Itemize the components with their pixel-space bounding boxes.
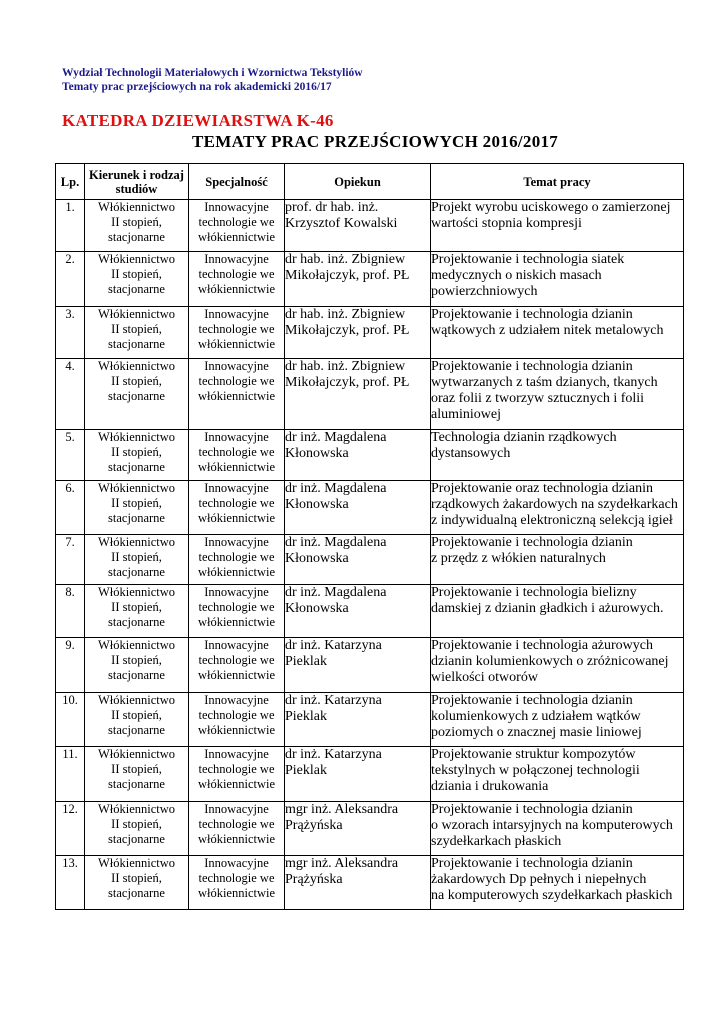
cell-kierunek — [85, 200, 189, 252]
cell-kierunek-line: Włókiennictwo — [97, 747, 176, 761]
cell-temat — [431, 585, 684, 638]
cell-specjalnosc-line: technologie we — [198, 708, 275, 722]
cell-opiekun-line: dr inż. Magdalena — [285, 481, 387, 496]
cell-specjalnosc-line: Innowacyjne — [204, 359, 269, 373]
cell-specjalnosc — [189, 747, 285, 802]
header-specjalnosc: Specjalność — [189, 164, 285, 200]
cell-opiekun — [285, 747, 431, 802]
cell-opiekun — [285, 359, 431, 430]
cell-temat — [431, 200, 684, 252]
table-row — [56, 856, 684, 910]
cell-temat-line: Projektowanie i technologia dzianin — [431, 802, 633, 817]
cell-kierunek-line: Włókiennictwo — [97, 802, 176, 816]
cell-temat-line: dziania i drukowania — [431, 779, 549, 794]
table-row — [56, 693, 684, 747]
cell-kierunek-line: Włókiennictwo — [97, 585, 176, 599]
table-row — [56, 585, 684, 638]
cell-temat-line: Projektowanie oraz technologia dzianin — [431, 481, 653, 496]
cell-opiekun-line: dr inż. Katarzyna — [285, 693, 382, 708]
cell-kierunek-line: stacjonarne — [108, 282, 165, 296]
cell-specjalnosc-line: technologie we — [198, 600, 275, 614]
cell-specjalnosc-line: włókiennictwie — [197, 460, 276, 474]
document-header — [62, 66, 363, 94]
cell-temat-line: damskiej z dzianin gładkich i ażurowych. — [431, 601, 664, 616]
cell-lp: 1. — [56, 200, 85, 252]
table-body — [56, 200, 684, 910]
cell-kierunek-line: II stopień, — [111, 708, 162, 722]
table-row — [56, 802, 684, 856]
cell-temat-line: Technologia dzianin rządkowych — [431, 430, 617, 445]
cell-opiekun-line: dr hab. inż. Zbigniew — [285, 252, 406, 267]
cell-opiekun-line: Kłonowska — [285, 551, 349, 566]
cell-specjalnosc — [189, 200, 285, 252]
cell-temat — [431, 638, 684, 693]
cell-opiekun — [285, 638, 431, 693]
cell-specjalnosc-line: włókiennictwie — [197, 565, 276, 579]
cell-specjalnosc-line: technologie we — [198, 215, 275, 229]
cell-kierunek-line: stacjonarne — [108, 460, 165, 474]
cell-kierunek-line: Włókiennictwo — [97, 430, 176, 444]
cell-opiekun-line: Pieklak — [285, 654, 327, 669]
cell-temat-line: wartości stopnia kompresji — [431, 216, 582, 231]
department-title: KATEDRA DZIEWIARSTWA K-46 — [62, 111, 334, 130]
cell-kierunek — [85, 638, 189, 693]
cell-kierunek-line: II stopień, — [111, 817, 162, 831]
cell-temat-line: Projektowanie i technologia dzianin — [431, 856, 633, 871]
cell-specjalnosc-line: technologie we — [198, 445, 275, 459]
cell-kierunek-line: Włókiennictwo — [97, 359, 176, 373]
cell-temat — [431, 430, 684, 481]
cell-temat-line: kolumienkowych z udziałem wątków — [431, 709, 641, 724]
cell-opiekun-line: Mikołajczyk, prof. PŁ — [285, 268, 410, 283]
cell-kierunek-line: Włókiennictwo — [97, 638, 176, 652]
document-title: TEMATY PRAC PRZEJŚCIOWYCH 2016/2017 — [192, 132, 559, 151]
cell-specjalnosc-line: włókiennictwie — [197, 777, 276, 791]
cell-temat-line: Projektowanie i technologia siatek — [431, 252, 625, 267]
cell-temat — [431, 252, 684, 307]
table-row — [56, 200, 684, 252]
cell-temat-line: Projektowanie i technologia ażurowych — [431, 638, 653, 653]
cell-temat-line: Projektowanie i technologia dzianin — [431, 359, 633, 374]
cell-kierunek-line: stacjonarne — [108, 565, 165, 579]
cell-specjalnosc-line: włókiennictwie — [197, 282, 276, 296]
cell-opiekun — [285, 252, 431, 307]
table-header-row — [56, 164, 684, 200]
cell-temat-line: z przędz z włókien naturalnych — [431, 551, 606, 566]
cell-specjalnosc-line: włókiennictwie — [197, 723, 276, 737]
cell-kierunek-line: II stopień, — [111, 322, 162, 336]
cell-kierunek-line: Włókiennictwo — [97, 693, 176, 707]
cell-kierunek-line: stacjonarne — [108, 832, 165, 846]
cell-temat-line: Projektowanie i technologia bielizny — [431, 585, 637, 600]
cell-lp: 2. — [56, 252, 85, 307]
cell-specjalnosc-line: Innowacyjne — [204, 252, 269, 266]
cell-specjalnosc-line: Innowacyjne — [204, 430, 269, 444]
academic-year-subtitle: Tematy prac przejściowych na rok akademicki 2016/17 — [62, 81, 332, 93]
cell-kierunek — [85, 359, 189, 430]
cell-kierunek-line: stacjonarne — [108, 886, 165, 900]
cell-opiekun-line: Pieklak — [285, 709, 327, 724]
cell-opiekun-line: Krzysztof Kowalski — [285, 216, 398, 231]
cell-temat — [431, 747, 684, 802]
table-row — [56, 430, 684, 481]
cell-specjalnosc-line: włókiennictwie — [197, 832, 276, 846]
cell-specjalnosc-line: technologie we — [198, 817, 275, 831]
cell-lp: 12. — [56, 802, 85, 856]
cell-kierunek-line: Włókiennictwo — [97, 252, 176, 266]
cell-opiekun — [285, 200, 431, 252]
cell-specjalnosc-line: technologie we — [198, 322, 275, 336]
cell-temat — [431, 802, 684, 856]
header-lp: Lp. — [56, 164, 85, 200]
cell-opiekun-line: Kłonowska — [285, 601, 349, 616]
cell-opiekun — [285, 481, 431, 535]
cell-temat — [431, 481, 684, 535]
cell-specjalnosc — [189, 693, 285, 747]
cell-temat-line: Projekt wyrobu uciskowego o zamierzonej — [431, 200, 671, 215]
cell-temat — [431, 359, 684, 430]
cell-opiekun — [285, 693, 431, 747]
cell-kierunek — [85, 430, 189, 481]
table-row — [56, 638, 684, 693]
cell-opiekun — [285, 802, 431, 856]
cell-kierunek — [85, 481, 189, 535]
cell-temat-line: o wzorach intarsyjnych na komputerowych — [431, 818, 673, 833]
cell-temat-line: żakardowych Dp pełnych i niepełnych — [431, 872, 647, 887]
cell-specjalnosc-line: Innowacyjne — [204, 802, 269, 816]
cell-opiekun-line: dr inż. Magdalena — [285, 535, 387, 550]
cell-opiekun — [285, 856, 431, 910]
cell-opiekun — [285, 430, 431, 481]
cell-opiekun — [285, 585, 431, 638]
cell-temat-line: rządkowych żakardowych na szydełkarkach — [431, 497, 678, 512]
cell-specjalnosc — [189, 856, 285, 910]
cell-specjalnosc-line: Innowacyjne — [204, 535, 269, 549]
cell-kierunek-line: II stopień, — [111, 496, 162, 510]
faculty-name: Wydział Technologii Materiałowych i Wzornictwa Tekstyliów — [62, 67, 363, 79]
table-row — [56, 535, 684, 585]
cell-kierunek-line: II stopień, — [111, 653, 162, 667]
cell-opiekun-line: dr inż. Katarzyna — [285, 638, 382, 653]
cell-specjalnosc-line: technologie we — [198, 762, 275, 776]
cell-specjalnosc-line: Innowacyjne — [204, 585, 269, 599]
cell-kierunek — [85, 535, 189, 585]
cell-temat-line: dzianin kolumienkowych o zróżnicowanej — [431, 654, 669, 669]
cell-specjalnosc — [189, 252, 285, 307]
cell-opiekun-line: Mikołajczyk, prof. PŁ — [285, 375, 410, 390]
cell-temat-line: powierzchniowych — [431, 284, 538, 299]
table-row — [56, 481, 684, 535]
cell-temat-line: Projektowanie i technologia dzianin — [431, 535, 633, 550]
cell-lp: 6. — [56, 481, 85, 535]
cell-temat-line: aluminiowej — [431, 407, 501, 422]
cell-temat-line: poziomych o znacznej masie liniowej — [431, 725, 642, 740]
cell-specjalnosc — [189, 535, 285, 585]
topics-table — [55, 163, 684, 910]
cell-opiekun-line: Kłonowska — [285, 497, 349, 512]
cell-specjalnosc-line: Innowacyjne — [204, 307, 269, 321]
cell-kierunek-line: II stopień, — [111, 762, 162, 776]
cell-temat-line: wytwarzanych z taśm dzianych, tkanych — [431, 375, 658, 390]
cell-kierunek — [85, 693, 189, 747]
cell-specjalnosc-line: technologie we — [198, 496, 275, 510]
cell-temat-line: Projektowanie i technologia dzianin — [431, 693, 633, 708]
cell-temat-line: tekstylnych w połączonej technologii — [431, 763, 640, 778]
cell-kierunek-line: stacjonarne — [108, 337, 165, 351]
cell-lp: 3. — [56, 307, 85, 359]
cell-kierunek — [85, 856, 189, 910]
cell-specjalnosc-line: włókiennictwie — [197, 615, 276, 629]
table-row — [56, 359, 684, 430]
cell-kierunek-line: II stopień, — [111, 267, 162, 281]
cell-specjalnosc-line: Innowacyjne — [204, 200, 269, 214]
cell-temat-line: wielkości otworów — [431, 670, 538, 685]
cell-kierunek-line: Włókiennictwo — [97, 856, 176, 870]
cell-specjalnosc — [189, 430, 285, 481]
cell-temat-line: Projektowanie i technologia dzianin — [431, 307, 633, 322]
cell-specjalnosc-line: Innowacyjne — [204, 856, 269, 870]
cell-opiekun-line: prof. dr hab. inż. — [285, 200, 379, 215]
cell-kierunek-line: stacjonarne — [108, 389, 165, 403]
cell-opiekun-line: Prążyńska — [285, 872, 343, 887]
cell-temat-line: medycznych o niskich masach — [431, 268, 602, 283]
cell-specjalnosc-line: włókiennictwie — [197, 886, 276, 900]
header-kierunek — [85, 164, 189, 200]
cell-kierunek-line: stacjonarne — [108, 777, 165, 791]
cell-specjalnosc — [189, 307, 285, 359]
cell-opiekun — [285, 307, 431, 359]
cell-specjalnosc-line: Innowacyjne — [204, 747, 269, 761]
cell-specjalnosc-line: Innowacyjne — [204, 693, 269, 707]
cell-opiekun-line: mgr inż. Aleksandra — [285, 856, 399, 871]
cell-specjalnosc — [189, 802, 285, 856]
cell-specjalnosc-line: włókiennictwie — [197, 668, 276, 682]
cell-kierunek-line: II stopień, — [111, 550, 162, 564]
header-kierunek-line: i rodzaj studiów — [115, 167, 184, 196]
cell-opiekun-line: dr hab. inż. Zbigniew — [285, 359, 406, 374]
cell-kierunek-line: II stopień, — [111, 374, 162, 388]
cell-specjalnosc-line: Innowacyjne — [204, 481, 269, 495]
cell-specjalnosc-line: technologie we — [198, 871, 275, 885]
cell-kierunek-line: stacjonarne — [108, 230, 165, 244]
cell-opiekun-line: dr inż. Katarzyna — [285, 747, 382, 762]
cell-kierunek-line: Włókiennictwo — [97, 200, 176, 214]
cell-kierunek-line: II stopień, — [111, 445, 162, 459]
cell-kierunek — [85, 747, 189, 802]
cell-specjalnosc-line: technologie we — [198, 653, 275, 667]
cell-specjalnosc — [189, 481, 285, 535]
cell-lp: 7. — [56, 535, 85, 585]
cell-temat — [431, 535, 684, 585]
cell-temat-line: szydełkarkach płaskich — [431, 834, 562, 849]
header-temat: Temat pracy — [431, 164, 684, 200]
cell-kierunek-line: II stopień, — [111, 600, 162, 614]
cell-specjalnosc-line: technologie we — [198, 374, 275, 388]
cell-specjalnosc-line: technologie we — [198, 267, 275, 281]
cell-opiekun — [285, 535, 431, 585]
cell-kierunek — [85, 802, 189, 856]
cell-temat — [431, 693, 684, 747]
cell-opiekun-line: mgr inż. Aleksandra — [285, 802, 399, 817]
table-row — [56, 747, 684, 802]
cell-specjalnosc — [189, 359, 285, 430]
cell-kierunek — [85, 307, 189, 359]
cell-temat — [431, 856, 684, 910]
table-row — [56, 252, 684, 307]
cell-specjalnosc — [189, 585, 285, 638]
cell-kierunek-line: Włókiennictwo — [97, 481, 176, 495]
cell-kierunek — [85, 585, 189, 638]
cell-lp: 11. — [56, 747, 85, 802]
header-opiekun: Opiekun — [285, 164, 431, 200]
cell-opiekun-line: dr inż. Magdalena — [285, 585, 387, 600]
cell-specjalnosc-line: włókiennictwie — [197, 337, 276, 351]
cell-opiekun-line: Pieklak — [285, 763, 327, 778]
cell-kierunek-line: II stopień, — [111, 215, 162, 229]
cell-kierunek-line: stacjonarne — [108, 615, 165, 629]
cell-kierunek-line: stacjonarne — [108, 723, 165, 737]
cell-lp: 10. — [56, 693, 85, 747]
cell-kierunek-line: II stopień, — [111, 871, 162, 885]
cell-opiekun-line: Kłonowska — [285, 446, 349, 461]
cell-temat-line: Projektowanie struktur kompozytów — [431, 747, 636, 762]
cell-specjalnosc-line: włókiennictwie — [197, 230, 276, 244]
cell-kierunek-line: Włókiennictwo — [97, 307, 176, 321]
cell-specjalnosc-line: technologie we — [198, 550, 275, 564]
cell-temat-line: z indywidualną elektroniczną selekcją igieł — [431, 513, 673, 528]
cell-kierunek-line: stacjonarne — [108, 511, 165, 525]
cell-temat-line: oraz folii z tworzyw sztucznych i folii — [431, 391, 645, 406]
cell-temat — [431, 307, 684, 359]
cell-specjalnosc — [189, 638, 285, 693]
table-row — [56, 307, 684, 359]
cell-lp: 9. — [56, 638, 85, 693]
cell-lp: 13. — [56, 856, 85, 910]
cell-opiekun-line: Mikołajczyk, prof. PŁ — [285, 323, 410, 338]
cell-specjalnosc-line: włókiennictwie — [197, 389, 276, 403]
cell-opiekun-line: dr inż. Magdalena — [285, 430, 387, 445]
cell-kierunek-line: Włókiennictwo — [97, 535, 176, 549]
cell-temat-line: wątkowych z udziałem nitek metalowych — [431, 323, 664, 338]
cell-lp: 5. — [56, 430, 85, 481]
cell-opiekun-line: Prążyńska — [285, 818, 343, 833]
cell-kierunek — [85, 252, 189, 307]
cell-specjalnosc-line: włókiennictwie — [197, 511, 276, 525]
cell-temat-line: dystansowych — [431, 446, 511, 461]
cell-opiekun-line: dr hab. inż. Zbigniew — [285, 307, 406, 322]
header-kierunek-line: Kierunek — [89, 167, 140, 182]
cell-kierunek-line: stacjonarne — [108, 668, 165, 682]
cell-lp: 8. — [56, 585, 85, 638]
cell-specjalnosc-line: Innowacyjne — [204, 638, 269, 652]
cell-lp: 4. — [56, 359, 85, 430]
cell-temat-line: na komputerowych szydełkarkach płaskich — [431, 888, 673, 903]
